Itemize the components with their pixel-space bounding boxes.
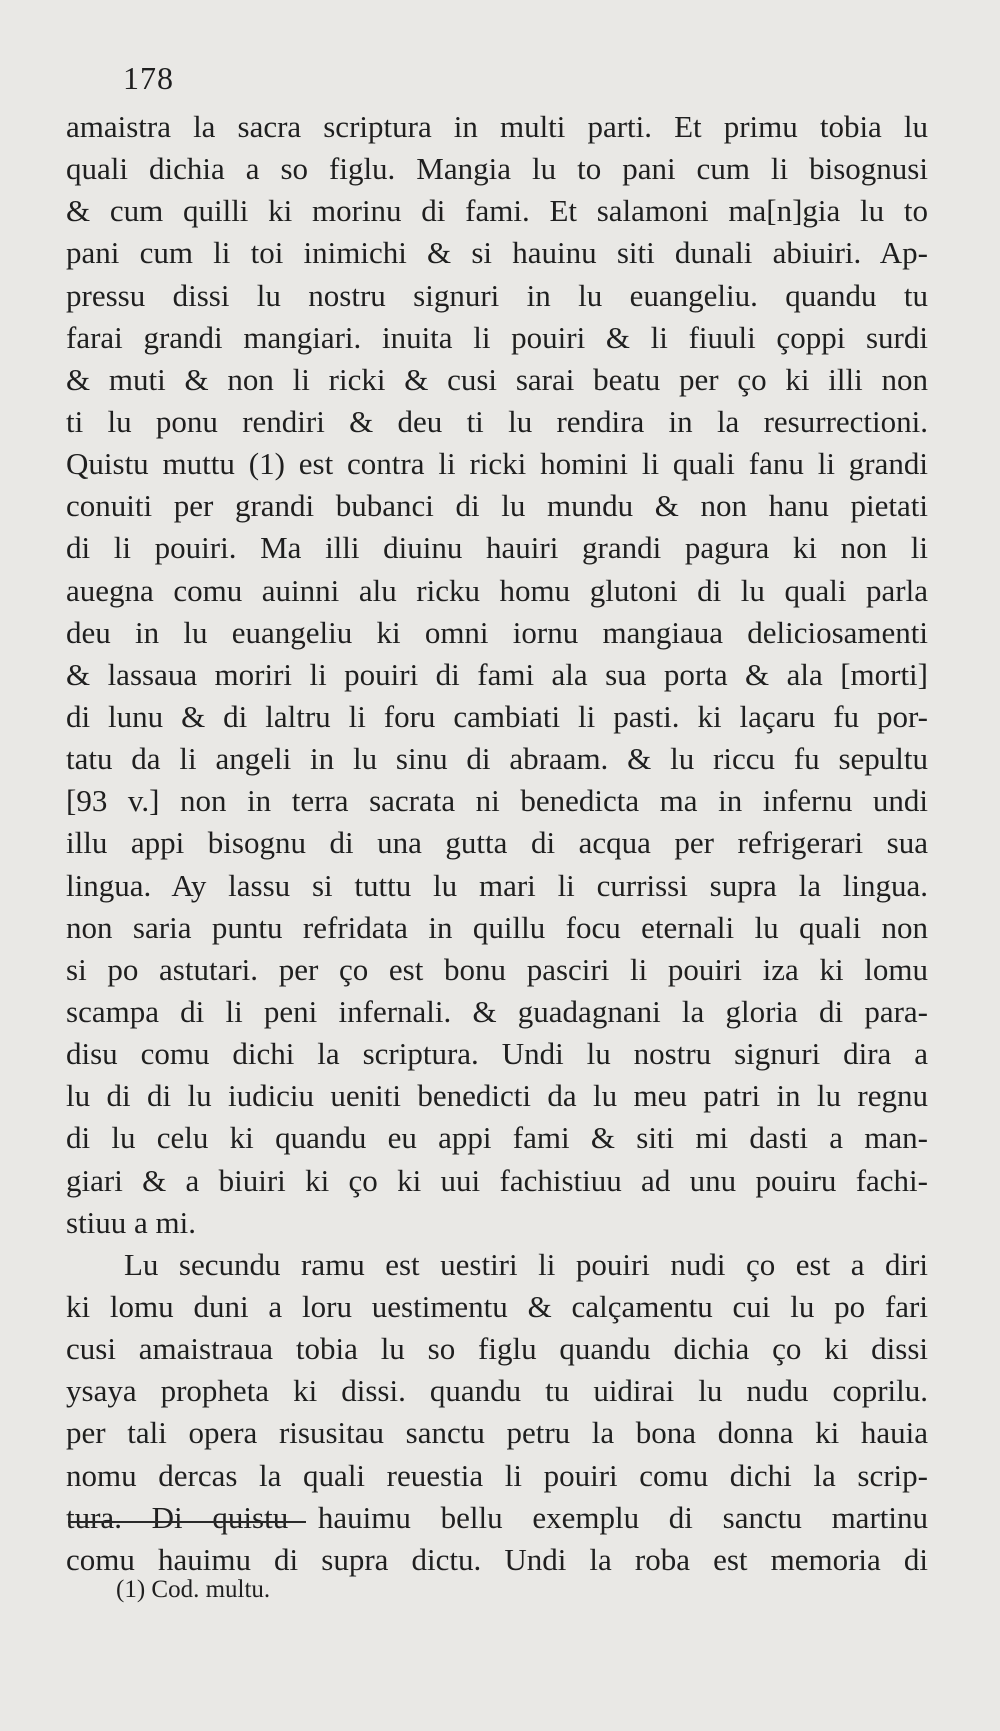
text-line: lingua. Ay lassu si tuttu lu mari li currissi supra la lingua. bbox=[66, 867, 928, 903]
text-line: tatu da li angeli in lu sinu di abraam. & lu riccu fu sepultu bbox=[66, 741, 928, 777]
text-line: conuiti per grandi bubanci di lu mundu & non hanu pietati bbox=[66, 488, 928, 524]
text-line: di lunu & di laltru li foru cambiati li pasti. ki laçaru fu por- bbox=[66, 698, 928, 734]
paragraph-start-line: Lu secundu ramu est uestiri li pouiri nudi ço est a diri bbox=[124, 1246, 928, 1282]
text-line: cusi amaistraua tobia lu so figlu quandu dichia ço ki dissi bbox=[66, 1331, 928, 1367]
text-line: deu in lu euangeliu ki omni iornu mangiaua deliciosamenti bbox=[66, 614, 928, 650]
text-line: si po astutari. per ço est bonu pasciri li pouiri iza ki lomu bbox=[66, 951, 928, 987]
text-line: per tali opera risusitau sanctu petru la bona donna ki hauia bbox=[66, 1415, 928, 1451]
footnote: (1) Cod. multu. bbox=[116, 1576, 271, 1603]
text-line: non saria puntu refridata in quillu focu eternali lu quali non bbox=[66, 909, 928, 945]
text-line: scampa di li peni infernali. & guadagnani la gloria di para- bbox=[66, 993, 928, 1029]
text-line: & cum quilli ki morinu di fami. Et salamoni ma[n]gia lu to bbox=[66, 193, 928, 229]
text-line: lu di di lu iudiciu ueniti benedicti da lu meu patri in lu regnu bbox=[66, 1078, 928, 1114]
text-line: disu comu dichi la scriptura. Undi lu nostru signuri dira a bbox=[66, 1036, 928, 1072]
text-line: ysaya propheta ki dissi. quandu tu uidirai lu nudu coprilu. bbox=[66, 1373, 928, 1409]
page-number: 178 bbox=[123, 60, 174, 96]
text-line: tura. Di quistu hauimu bellu exemplu di sanctu martinu bbox=[66, 1499, 928, 1535]
text-line: Quistu muttu (1) est contra li ricki homini li quali fanu li grandi bbox=[66, 446, 928, 482]
text-line: farai grandi mangiari. inuita li pouiri & li fiuuli çoppi surdi bbox=[66, 319, 928, 355]
text-line: di li pouiri. Ma illi diuinu hauiri grandi pagura ki non li bbox=[66, 530, 928, 566]
text-line: pani cum li toi inimichi & si hauinu siti dunali abiuiri. Ap- bbox=[66, 235, 928, 271]
text-line: & lassaua moriri li pouiri di fami ala sua porta & ala [morti] bbox=[66, 656, 928, 692]
text-line: di lu celu ki quandu eu appi fami & siti mi dasti a man- bbox=[66, 1120, 928, 1156]
text-line: giari & a biuiri ki ço ki uui fachistiuu ad unu pouiru fachi- bbox=[66, 1162, 928, 1198]
text-line: ti lu ponu rendiri & deu ti lu rendira in la resurrectioni. bbox=[66, 403, 928, 439]
paragraph-end-line: stiuu a mi. bbox=[66, 1204, 197, 1240]
text-line: & muti & non li ricki & cusi sarai beatu per ço ki illi non bbox=[66, 361, 928, 397]
text-line: comu hauimu di supra dictu. Undi la roba est memoria di bbox=[66, 1541, 928, 1577]
text-line: pressu dissi lu nostru signuri in lu euangeliu. quandu tu bbox=[66, 277, 928, 313]
text-line: illu appi bisognu di una gutta di acqua per refrigerari sua bbox=[66, 825, 928, 861]
footnote-divider bbox=[68, 1521, 306, 1523]
text-line: amaistra la sacra scriptura in multi parti. Et primu tobia lu bbox=[66, 109, 928, 144]
text-line: ki lomu duni a loru uestimentu & calçamentu cui lu po fari bbox=[66, 1288, 928, 1324]
text-line: nomu dercas la quali reuestia li pouiri comu dichi la scrip- bbox=[66, 1457, 928, 1493]
text-line: auegna comu auinni alu ricku homu glutoni di lu quali parla bbox=[66, 572, 928, 608]
text-line: quali dichia a so figlu. Mangia lu to pani cum li bisognusi bbox=[66, 151, 928, 187]
text-line: [93 v.] non in terra sacrata ni benedicta ma in infernu undi bbox=[66, 783, 928, 819]
body-text bbox=[66, 106, 928, 1581]
